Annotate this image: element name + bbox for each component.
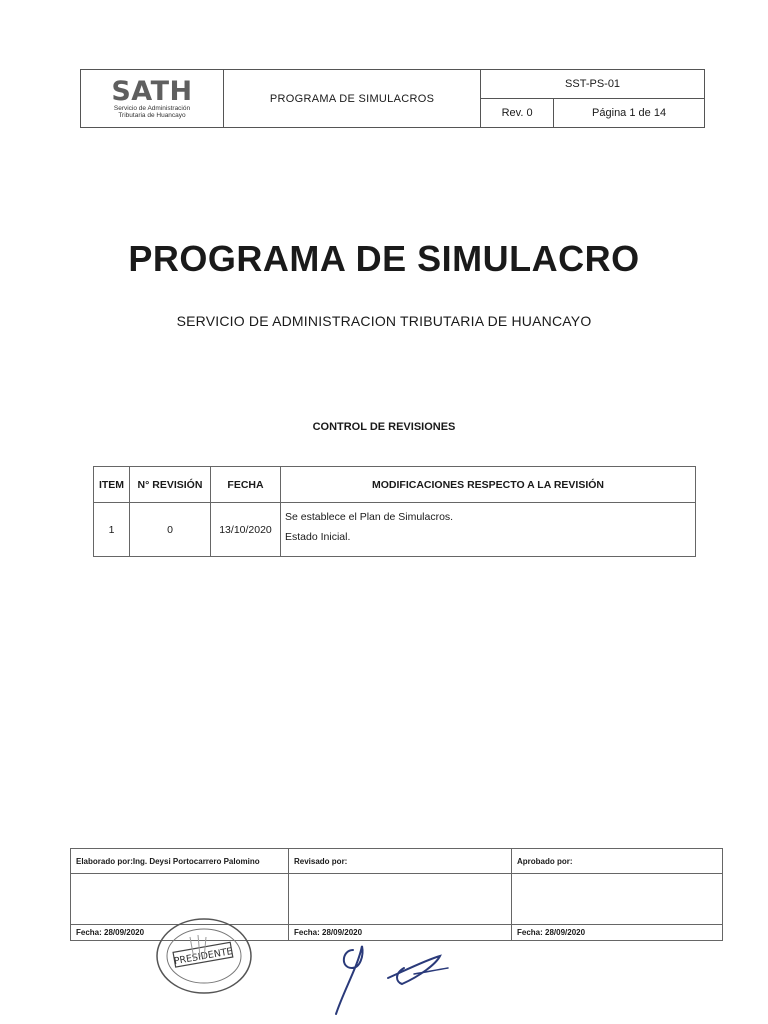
handwritten-signature bbox=[318, 938, 468, 1018]
revision-control-title: CONTROL DE REVISIONES bbox=[312, 421, 456, 433]
sath-logo: SATH bbox=[111, 75, 193, 107]
aprobado-signature-space bbox=[512, 874, 723, 925]
document-header bbox=[80, 69, 705, 128]
page-subtitle: SERVICIO DE ADMINISTRACION TRIBUTARIA DE HUANCAYO bbox=[176, 313, 592, 329]
revision-number: Rev. 0 bbox=[481, 99, 554, 128]
logo-subtitle-1: Servicio de Administración bbox=[113, 104, 191, 112]
logo-cell bbox=[81, 70, 224, 128]
stamp-text: PRESIDENTE bbox=[173, 946, 234, 968]
page-title: PROGRAMA DE SIMULACRO bbox=[128, 238, 640, 279]
page-number: Página 1 de 14 bbox=[554, 99, 705, 128]
column-header-item: ITEM bbox=[94, 467, 130, 503]
aprobado-fecha: Fecha: 28/09/2020 bbox=[512, 925, 723, 941]
revision-table bbox=[93, 466, 696, 557]
modification-line-2: Estado Inicial. bbox=[285, 531, 351, 543]
cell-item: 1 bbox=[94, 503, 130, 557]
official-stamp bbox=[150, 915, 258, 997]
cell-modifications bbox=[281, 503, 696, 557]
column-header-modifications: MODIFICACIONES RESPECTO A LA REVISIÓN bbox=[281, 467, 696, 503]
cell-fecha: 13/10/2020 bbox=[211, 503, 281, 557]
cell-revision: 0 bbox=[130, 503, 211, 557]
aprobado-por: Aprobado por: bbox=[512, 849, 723, 874]
document-code: SST-PS-01 bbox=[481, 70, 705, 99]
revision-table-header bbox=[94, 467, 696, 503]
elaborado-por: Elaborado por:Ing. Deysi Portocarrero Palomino bbox=[71, 849, 289, 874]
revisado-por: Revisado por: bbox=[289, 849, 512, 874]
elaborado-fecha: Fecha: 28/09/2020 bbox=[71, 925, 289, 941]
revisado-fecha: Fecha: 28/09/2020 bbox=[289, 925, 512, 941]
column-header-revision: N° REVISIÓN bbox=[130, 467, 211, 503]
logo-subtitle-2: Tributaria de Huancayo bbox=[118, 111, 186, 119]
revisado-signature-space bbox=[289, 874, 512, 925]
table-row bbox=[94, 503, 696, 557]
column-header-fecha: FECHA bbox=[211, 467, 281, 503]
modification-line-1: Se establece el Plan de Simulacros. bbox=[285, 511, 454, 523]
header-title: PROGRAMA DE SIMULACROS bbox=[224, 70, 481, 128]
